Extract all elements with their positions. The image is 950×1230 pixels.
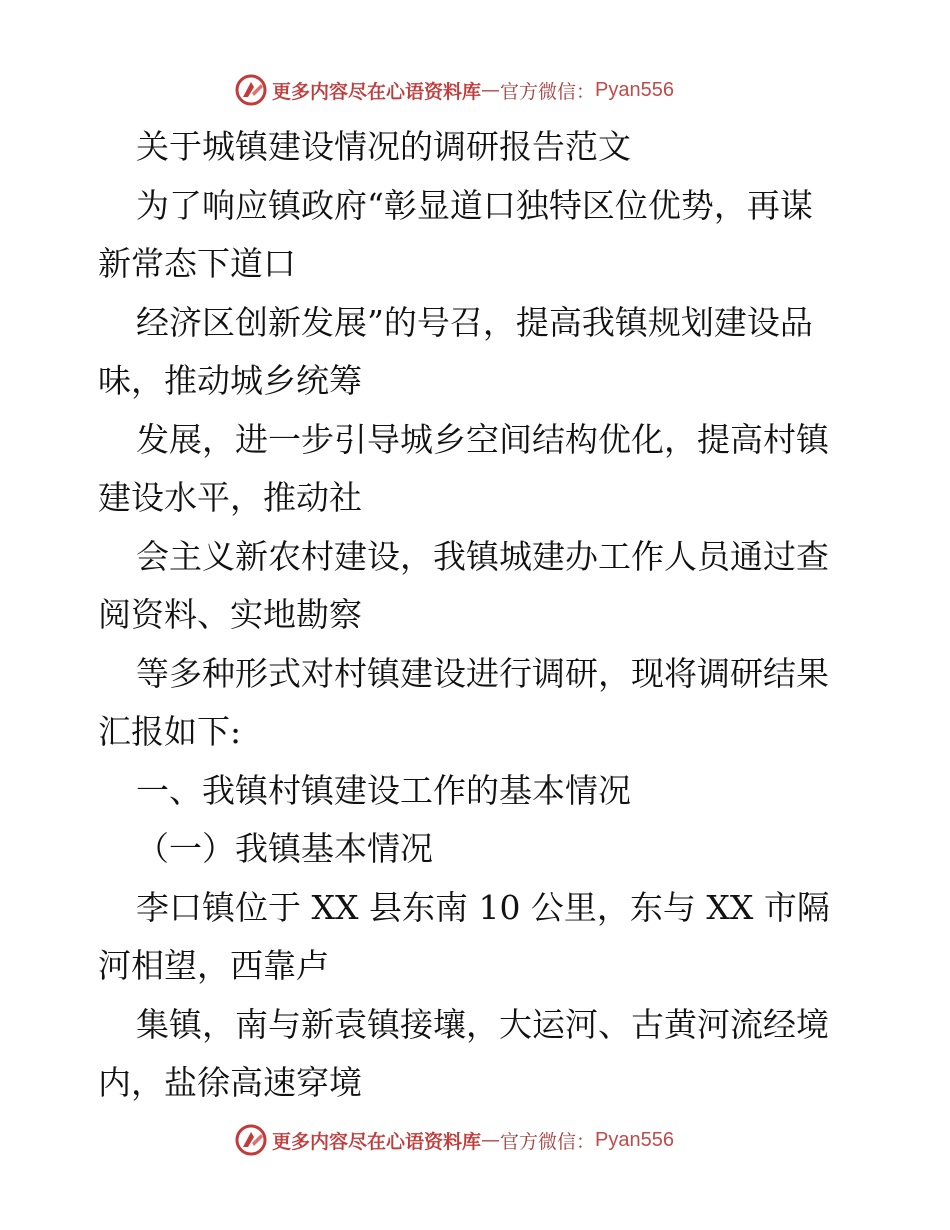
section-heading: 一、我镇村镇建设工作的基本情况 [136,770,631,810]
watermark-official: 官方微信： [500,80,596,103]
watermark-wechat-id: Pyan556 [595,78,674,101]
watermark-text: 更多内容尽在心语资料库 [272,1130,482,1153]
watermark-header [234,72,754,108]
watermark-text: 更多内容尽在心语资料库 [272,80,482,103]
document-title: 关于城镇建设情况的调研报告范文 [136,127,631,166]
text-line: 等多种形式对村镇建设进行调研，现将调研结果 [136,653,829,693]
text-line: 会主义新农村建设，我镇城建办工作人员通过查 [136,536,829,576]
logo-icon [234,1123,268,1157]
watermark-official: 官方微信： [500,1130,596,1153]
text-line: 发展，进一步引导城乡空间结构优化，提高村镇 [136,419,829,459]
text-line: 新常态下道口 [98,244,296,283]
text-line: 汇报如下: [98,712,242,751]
document-body [98,118,858,1113]
text-line: 集镇，南与新袁镇接壤，大运河、古黄河流经境 [136,1004,829,1044]
text-line: 建设水平，推动社 [98,478,362,517]
text-line: 味，推动城乡统筹 [98,361,362,400]
text-line: 李口镇位于 XX 县东南 10 公里，东与 XX 市隔 [136,887,830,927]
text-line: 阅资料、实地勘察 [98,595,362,634]
watermark-dash: — [481,1129,501,1151]
logo-icon [234,73,268,107]
watermark-dash: — [481,79,501,101]
subsection-heading: （一）我镇基本情况 [136,829,433,868]
watermark-footer [234,1122,754,1158]
text-line: 为了响应镇政府“彰显道口独特区位优势，再谋 [136,185,813,225]
text-line: 内，盐徐高速穿境 [98,1063,362,1102]
text-line: 河相望，西靠卢 [98,946,329,985]
text-line: 经济区创新发展”的号召，提高我镇规划建设品 [136,302,813,342]
watermark-wechat-id: Pyan556 [595,1128,674,1151]
